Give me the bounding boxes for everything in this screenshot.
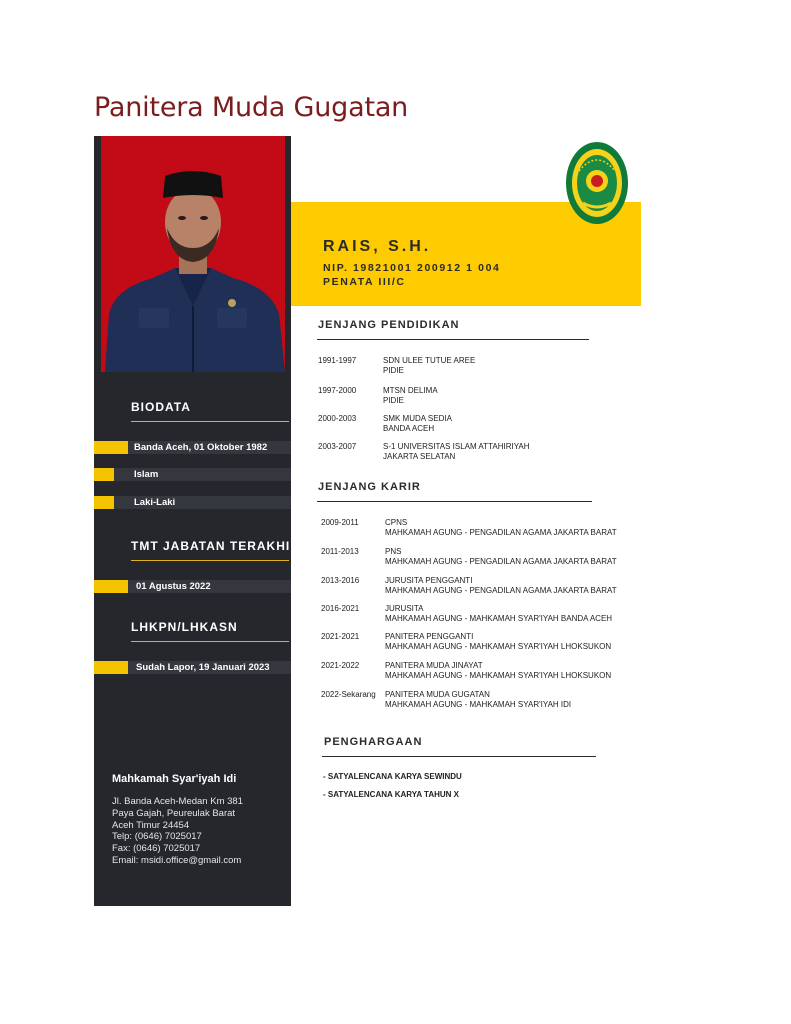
- education-years: 1997-2000: [318, 386, 357, 395]
- awards-heading: PENGHARGAAN: [324, 736, 423, 748]
- lhkpn-heading: LHKPN/LHKASN: [131, 620, 238, 634]
- education-heading: JENJANG PENDIDIKAN: [318, 319, 460, 331]
- career-position: JURUSITA PENGGANTI: [385, 576, 473, 585]
- career-position: PANITERA PENGGANTI: [385, 632, 474, 641]
- education-years: 2003-2007: [318, 442, 357, 451]
- divider: [131, 421, 289, 422]
- email: Email: msidi.office@gmail.com: [112, 854, 242, 866]
- divider: [322, 756, 596, 757]
- career-years: 2013-2016: [321, 576, 360, 585]
- page-title: Panitera Muda Gugatan: [94, 92, 409, 123]
- biodata-bar: [94, 496, 291, 509]
- career-institution: MAHKAMAH AGUNG - MAHKAMAH SYAR'IYAH IDI: [385, 699, 572, 709]
- lhkpn-value: Sudah Lapor, 19 Januari 2023: [136, 662, 270, 673]
- tmt-value: 01 Agustus 2022: [136, 581, 211, 592]
- career-position: JURUSITA: [385, 604, 424, 613]
- career-years: 2011-2013: [321, 547, 359, 556]
- education-location: PIDIE: [383, 365, 404, 375]
- career-heading: JENJANG KARIR: [318, 481, 421, 493]
- address-line: Paya Gajah, Peureulak Barat: [112, 807, 236, 819]
- career-position: CPNS: [385, 518, 408, 527]
- career-institution: MAHKAMAH AGUNG - PENGADILAN AGAMA JAKARTA BARAT: [385, 527, 617, 537]
- profile-rank: PENATA III/C: [323, 276, 406, 288]
- address-line: Jl. Banda Aceh-Medan Km 381: [112, 796, 243, 807]
- education-years: 2000-2003: [318, 414, 357, 423]
- court-emblem-icon: [565, 141, 629, 225]
- divider: [131, 641, 289, 642]
- career-years: 2022-Sekarang: [321, 690, 376, 699]
- education-years: 1991-1997: [318, 356, 357, 365]
- profile-name: RAIS, S.H.: [323, 238, 432, 255]
- education-location: JAKARTA SELATAN: [383, 451, 456, 461]
- career-institution: MAHKAMAH AGUNG - MAHKAMAH SYAR'IYAH BANDA ACEH: [385, 613, 613, 623]
- career-institution: MAHKAMAH AGUNG - PENGADILAN AGAMA JAKARTA BARAT: [385, 556, 617, 566]
- divider: [317, 339, 589, 340]
- religion-info: Islam: [134, 469, 159, 480]
- career-institution: MAHKAMAH AGUNG - MAHKAMAH SYAR'IYAH LHOKSUKON: [385, 670, 612, 680]
- career-institution: MAHKAMAH AGUNG - MAHKAMAH SYAR'IYAH LHOKSUKON: [385, 641, 612, 651]
- education-location: PIDIE: [383, 395, 404, 405]
- award-item: - SATYALENCANA KARYA SEWINDU: [323, 772, 462, 781]
- profile-photo: [101, 136, 285, 372]
- biodata-bar: [94, 468, 291, 481]
- contact-block: [112, 796, 243, 867]
- profile-nip: NIP. 19821001 200912 1 004: [323, 262, 501, 274]
- fax: Fax: (0646) 7025017: [112, 843, 201, 855]
- career-position: PANITERA MUDA JINAYAT: [385, 661, 483, 670]
- education-school: MTSN DELIMA: [383, 386, 438, 395]
- divider: [317, 501, 592, 502]
- education-school: SDN ULEE TUTUE AREE: [383, 356, 476, 365]
- organization-name: Mahkamah Syar'iyah Idi: [112, 773, 237, 785]
- career-years: 2021-2022: [321, 661, 360, 670]
- education-school: SMK MUDA SEDIA: [383, 414, 452, 423]
- tmt-heading: TMT JABATAN TERAKHIR: [131, 539, 300, 553]
- birth-info: Banda Aceh, 01 Oktober 1982: [134, 442, 268, 453]
- gender-info: Laki-Laki: [134, 497, 176, 508]
- phone: Telp: (0646) 7025017: [112, 831, 202, 843]
- career-years: 2021-2021: [321, 632, 360, 641]
- career-institution: MAHKAMAH AGUNG - PENGADILAN AGAMA JAKARTA BARAT: [385, 585, 617, 595]
- career-years: 2016-2021: [321, 604, 360, 613]
- career-position: PANITERA MUDA GUGATAN: [385, 690, 490, 699]
- education-school: S-1 UNIVERSITAS ISLAM ATTAHIRIYAH: [383, 442, 530, 451]
- address-line: Aceh Timur 24454: [112, 819, 190, 831]
- career-years: 2009-2011: [321, 518, 359, 527]
- biodata-heading: BIODATA: [131, 400, 191, 414]
- education-location: BANDA ACEH: [383, 423, 435, 433]
- career-position: PNS: [385, 547, 402, 556]
- divider: [131, 560, 289, 561]
- award-item: - SATYALENCANA KARYA TAHUN X: [323, 790, 460, 799]
